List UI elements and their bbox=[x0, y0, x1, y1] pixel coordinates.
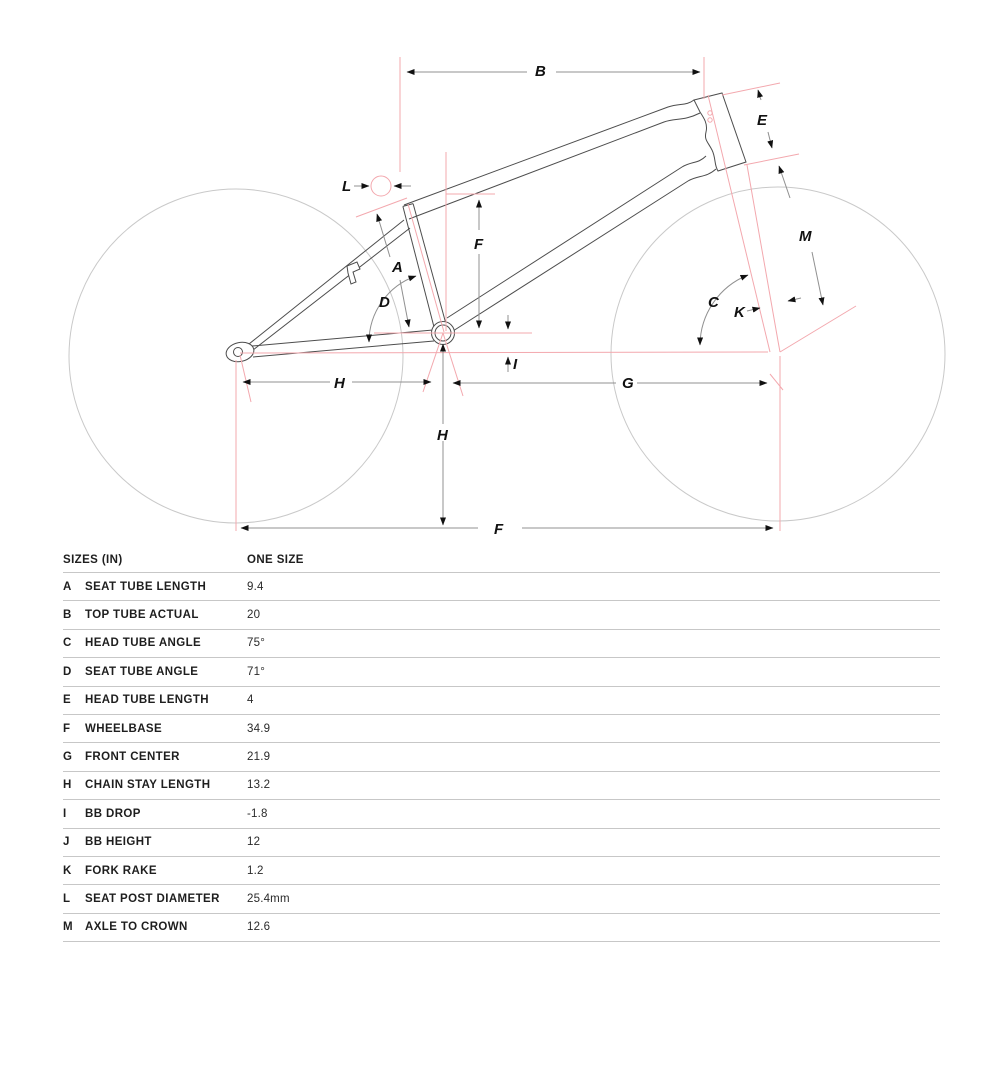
seat-tube-axis bbox=[408, 204, 444, 332]
sizes-header: SIZES (IN) bbox=[63, 553, 123, 566]
row-letter: F bbox=[63, 722, 71, 735]
label-bb-height: H bbox=[437, 427, 448, 444]
label-bb-drop: I bbox=[513, 356, 518, 373]
row-letter: A bbox=[63, 580, 72, 593]
row-value: 21.9 bbox=[247, 751, 271, 764]
label-seat-post: L bbox=[342, 178, 352, 195]
front-axle-perp-line bbox=[780, 306, 856, 352]
row-value: 20 bbox=[247, 609, 261, 622]
row-value: -1.8 bbox=[247, 807, 268, 820]
rear-axle-diagonal bbox=[240, 355, 251, 402]
label-chain-stay: H bbox=[334, 375, 345, 392]
geometry-table-header bbox=[63, 547, 940, 573]
front-wheel bbox=[611, 187, 945, 521]
row-letter: H bbox=[63, 779, 72, 792]
row-letter: M bbox=[63, 921, 73, 934]
row-value: 4 bbox=[247, 694, 254, 707]
row-value: 75° bbox=[247, 637, 265, 650]
row-name: SEAT POST DIAMETER bbox=[85, 892, 220, 905]
row-letter: G bbox=[63, 751, 72, 764]
table-row bbox=[63, 687, 940, 715]
table-row bbox=[63, 573, 940, 601]
row-value: 12 bbox=[247, 836, 261, 849]
row-value: 34.9 bbox=[247, 722, 271, 735]
row-letter: K bbox=[63, 864, 72, 877]
seat-tube-top-tick bbox=[356, 198, 407, 217]
dimension-labels bbox=[334, 63, 812, 538]
row-value: 12.6 bbox=[247, 921, 271, 934]
row-letter: B bbox=[63, 609, 72, 622]
row-name: HEAD TUBE ANGLE bbox=[85, 637, 202, 650]
head-tube-top-tick bbox=[722, 83, 780, 95]
table-row bbox=[63, 772, 940, 800]
row-name: WHEELBASE bbox=[85, 722, 163, 735]
label-seat-angle: D bbox=[379, 294, 390, 311]
row-letter: E bbox=[63, 694, 71, 707]
label-fork-rake: K bbox=[734, 304, 745, 321]
row-name: CHAIN STAY LENGTH bbox=[85, 779, 211, 792]
row-name: TOP TUBE ACTUAL bbox=[85, 609, 199, 622]
head-tube-bottom-tick bbox=[744, 154, 799, 165]
row-value: 25.4mm bbox=[247, 892, 290, 905]
label-wheelbase: F bbox=[494, 521, 504, 538]
axle-line bbox=[240, 352, 768, 353]
label-head-tube: E bbox=[757, 112, 768, 129]
label-front-center: G bbox=[622, 375, 634, 392]
row-name: SEAT TUBE LENGTH bbox=[85, 580, 207, 593]
row-name: FRONT CENTER bbox=[85, 751, 180, 764]
row-letter: D bbox=[63, 665, 72, 678]
table-row bbox=[63, 601, 940, 629]
row-name: AXLE TO CROWN bbox=[85, 921, 188, 934]
geometry-table bbox=[63, 547, 940, 942]
row-name: FORK RAKE bbox=[85, 864, 157, 877]
size-column-header: ONE SIZE bbox=[247, 553, 304, 566]
wheels bbox=[69, 187, 945, 523]
row-value: 13.2 bbox=[247, 779, 271, 792]
row-letter: L bbox=[63, 892, 71, 905]
bb-fan-right bbox=[443, 333, 463, 396]
table-row bbox=[63, 743, 940, 771]
row-letter: J bbox=[63, 836, 70, 849]
row-name: SEAT TUBE ANGLE bbox=[85, 665, 199, 678]
label-axle-to-crown: M bbox=[799, 228, 812, 245]
table-row bbox=[63, 630, 940, 658]
table-row bbox=[63, 800, 940, 828]
table-row bbox=[63, 658, 940, 686]
row-value: 1.2 bbox=[247, 864, 264, 877]
table-row bbox=[63, 885, 940, 913]
row-letter: I bbox=[63, 807, 67, 820]
table-row bbox=[63, 914, 940, 942]
row-value: 9.4 bbox=[247, 580, 264, 593]
seat-post-circle bbox=[371, 176, 391, 196]
row-value: 71° bbox=[247, 665, 265, 678]
label-standover: F bbox=[474, 236, 484, 253]
front-axle-perp-lower bbox=[770, 374, 783, 390]
table-row bbox=[63, 715, 940, 743]
label-top-tube: B bbox=[535, 63, 546, 80]
label-seat-tube: A bbox=[392, 259, 403, 276]
row-name: HEAD TUBE LENGTH bbox=[85, 694, 209, 707]
label-head-angle: C bbox=[708, 294, 719, 311]
row-letter: C bbox=[63, 637, 72, 650]
table-row bbox=[63, 857, 940, 885]
row-name: BB DROP bbox=[85, 807, 141, 820]
table-row bbox=[63, 829, 940, 857]
row-name: BB HEIGHT bbox=[85, 836, 152, 849]
